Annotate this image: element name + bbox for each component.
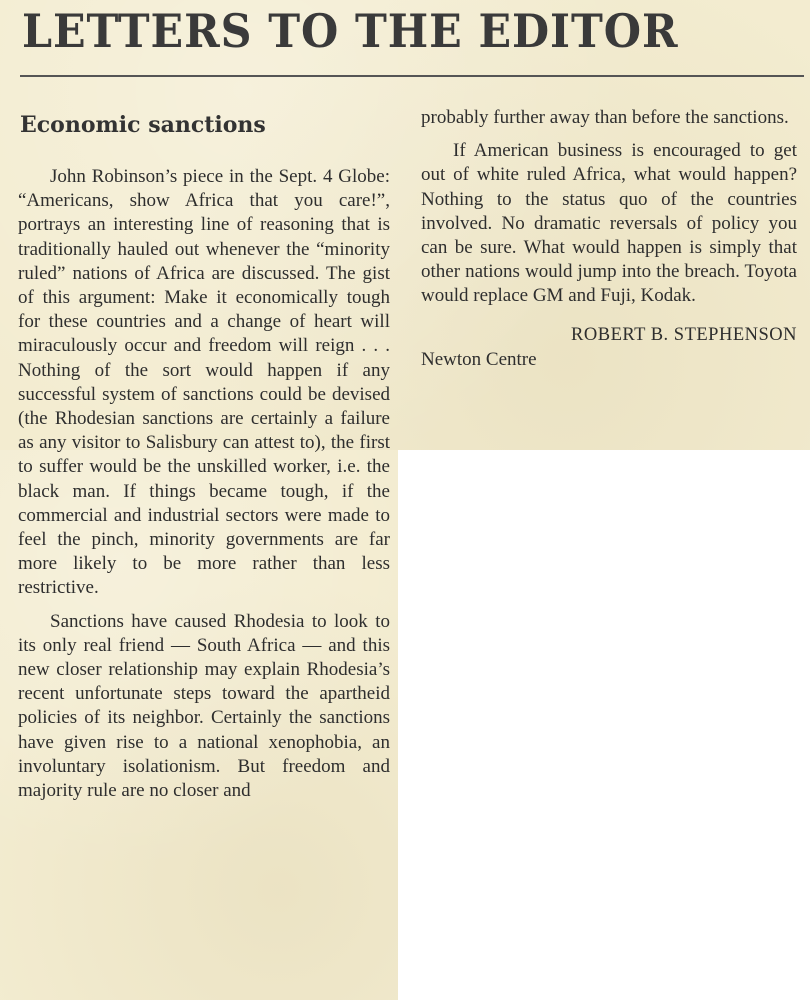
left-column: [18, 165, 390, 812]
letter-paragraph: John Robinson’s piece in the Sept. 4 Globe: “Americans, show Africa that you care!”, portrays an interesting line of reasoning that is traditionally hauled out whenever the “minority ruled” nations of Africa are discussed. The gist of this argument: Make it economically tough for these countries and a change of heart will miraculously occur and freedom will reign . . . Nothing of the sort would happen if any successful system of sanctions could be devised (the Rhodesian sanctions are certainly a failure as any visitor to Salisbury can attest to), the first to suffer would be the unskilled worker, i.e. the black man. If things became tough, if the commercial and industrial sectors were made to feel the pinch, minority governments are far more likely to be more rather than less restrictive.: [18, 166, 390, 599]
section-headline: LETTERS TO THE EDITOR: [22, 4, 679, 58]
headline-rule: [20, 75, 804, 77]
author-location: Newton Centre: [421, 348, 537, 370]
letter-title: Economic sanctions: [20, 112, 266, 138]
right-column: [421, 106, 797, 372]
author-signature: ROBERT B. STEPHENSON: [571, 324, 797, 345]
letter-paragraph: Sanctions have caused Rhodesia to look to its only real friend — South Africa — and this new closer relationship may explain Rhodesia’s recent unfortunate steps toward the apartheid policies of its neighbor. Certainly the sanctions have given rise to a national xenophobia, an involuntary isolationism. But freedom and majority rule are no closer and: [18, 610, 390, 802]
letter-paragraph-continued: probably further away than before the sanctions.: [421, 107, 789, 128]
letter-paragraph: If American business is encouraged to get out of white ruled Africa, what would happen? Nothing to the status quo of the countries involved. No dramatic reversals of policy you can be sure. What would happen is simply that other nations would jump into the breach. Toyota would replace GM and Fuji, Kodak.: [421, 140, 797, 307]
